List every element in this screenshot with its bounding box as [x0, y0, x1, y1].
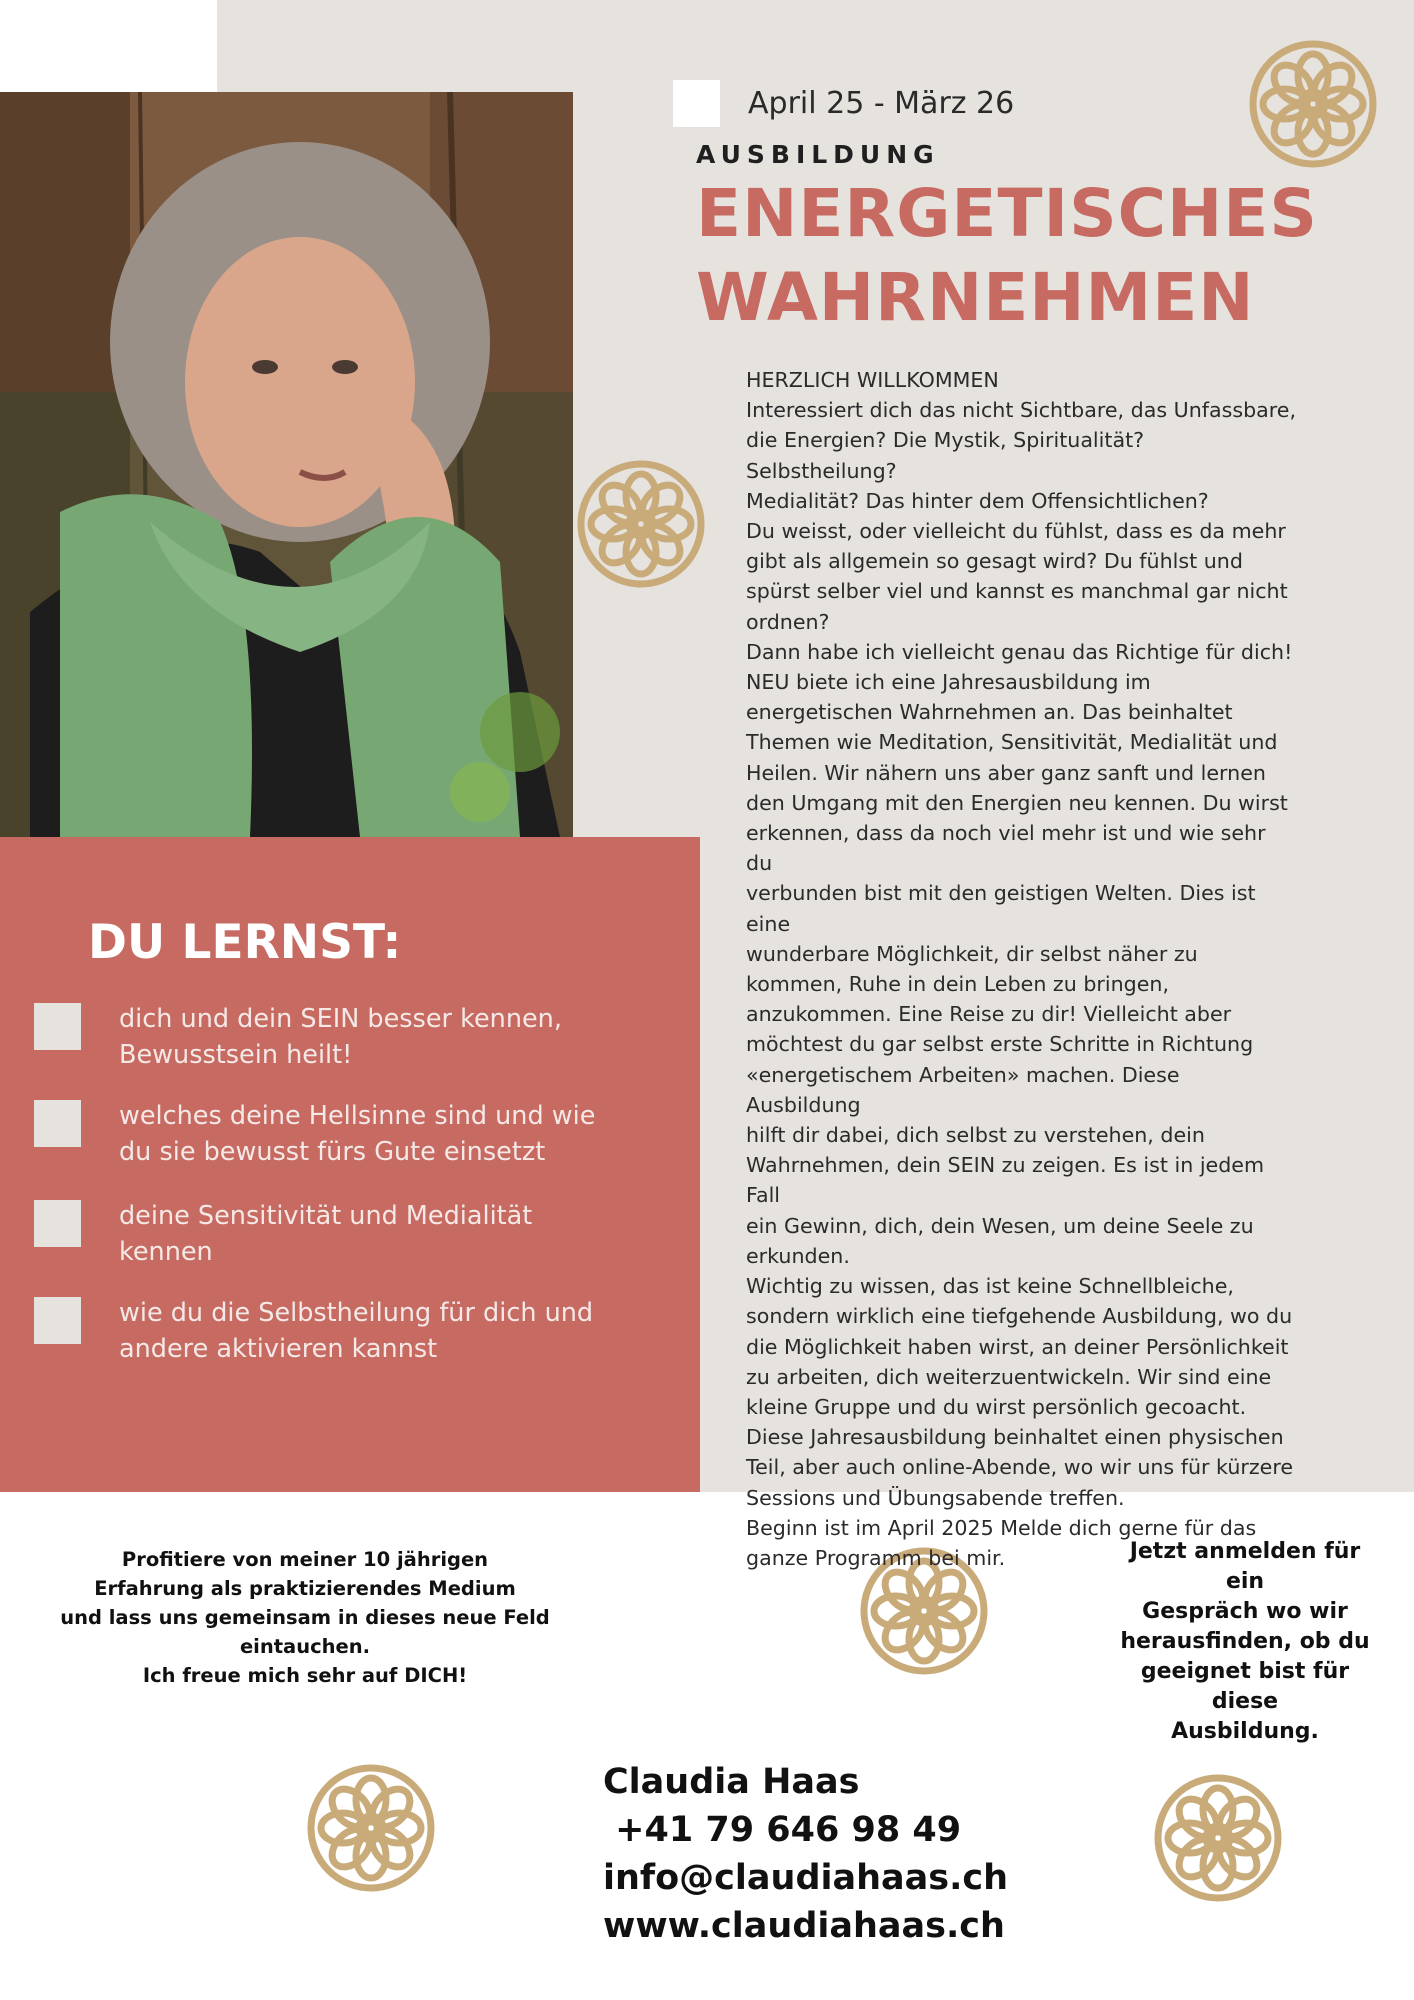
intro-line: ein Gewinn, dich, dein Wesen, um deine Seele zu — [746, 1213, 1254, 1238]
checkbox-square — [34, 1003, 81, 1050]
date-range: April 25 - März 26 — [748, 86, 1015, 121]
checkbox-square — [34, 1200, 81, 1247]
intro-line: Diese Jahresausbildung beinhaltet einen physischen — [746, 1425, 1284, 1450]
mandala-flower-icon — [575, 458, 707, 590]
intro-line: HERZLICH WILLKOMMEN — [746, 368, 999, 392]
intro-line: kleine Gruppe und du wirst persönlich gecoacht. — [746, 1394, 1247, 1419]
intro-line: zu arbeiten, dich weiterzuentwickeln. Wir sind eine — [746, 1364, 1272, 1389]
intro-line: erkunden. — [746, 1243, 850, 1268]
portrait-illustration — [0, 92, 573, 837]
intro-line: Interessiert dich das nicht Sichtbare, das Unfassbare, — [746, 398, 1296, 423]
contact-name: Claudia Haas — [603, 1762, 860, 1802]
intro-line: die Energien? Die Mystik, Spiritualität? Selbstheilung? — [746, 428, 1145, 483]
intro-line: Medialität? Das hinter dem Offensichtlichen? — [746, 488, 1209, 513]
intro-line: spürst selber viel und kannst es manchmal gar nicht — [746, 579, 1288, 604]
signup-line: herausfinden, ob du — [1120, 1629, 1370, 1654]
signup-note — [1110, 1537, 1380, 1747]
title-line-2: WAHRNEHMEN — [696, 259, 1255, 336]
learn-item-text: welches deine Hellsinne sind und wie du sie bewusst fürs Gute einsetzt — [119, 1101, 596, 1167]
experience-note — [10, 1545, 600, 1690]
checkbox-square — [34, 1100, 81, 1147]
mandala-flower-icon — [305, 1762, 437, 1894]
portrait-photo — [0, 92, 573, 837]
intro-line: Teil, aber auch online-Abende, wo wir uns für kürzere — [746, 1455, 1293, 1480]
intro-line: möchtest du gar selbst erste Schritte in Richtung — [746, 1032, 1254, 1057]
contact-email[interactable]: info@claudiahaas.ch — [603, 1858, 1009, 1898]
intro-line: Themen wie Meditation, Sensitivität, Medialität und — [746, 730, 1278, 755]
page-title — [696, 172, 1318, 340]
signup-line: Gespräch wo wir — [1142, 1599, 1348, 1624]
intro-line: Beginn ist im April 2025 Melde dich gerne für das — [746, 1515, 1257, 1540]
intro-line: ordnen? — [746, 609, 830, 634]
learn-heading: DU LERNST: — [88, 915, 402, 970]
intro-line: Heilen. Wir nähern uns aber ganz sanft und lernen — [746, 760, 1266, 785]
intro-line: verbunden bist mit den geistigen Welten. Dies ist eine — [746, 881, 1256, 936]
subtitle: AUSBILDUNG — [696, 140, 940, 169]
intro-line: Wahrnehmen, dein SEIN zu zeigen. Es ist in jedem Fall — [746, 1153, 1265, 1208]
intro-line: kommen, Ruhe in dein Leben zu bringen, — [746, 972, 1169, 997]
contact-phone[interactable]: +41 79 646 98 49 — [603, 1810, 962, 1850]
experience-line: Erfahrung als praktizierendes Medium — [94, 1577, 516, 1600]
intro-line: NEU biete ich eine Jahresausbildung im — [746, 670, 1151, 695]
intro-line: Sessions und Übungsabende treffen. — [746, 1485, 1125, 1510]
intro-line: «energetischem Arbeiten» machen. Diese Ausbildung — [746, 1062, 1180, 1117]
signup-line: Jetzt anmelden für ein — [1129, 1539, 1361, 1594]
learn-item-text: dich und dein SEIN besser kennen, Bewusstsein heilt! — [119, 1004, 562, 1070]
intro-line: die Möglichkeit haben wirst, an deiner Persönlichkeit — [746, 1334, 1289, 1359]
intro-line: ganze Programm bei mir. — [746, 1545, 1006, 1570]
contact-block — [603, 1758, 1008, 1950]
intro-text — [746, 365, 1298, 1573]
experience-line: und lass uns gemeinsam in dieses neue Feld eintauchen. — [60, 1606, 550, 1658]
learn-item-text: deine Sensitivität und Medialität kennen — [119, 1201, 533, 1267]
intro-line: gibt als allgemein so gesagt wird? Du fühlst und — [746, 549, 1243, 574]
mandala-flower-icon — [1247, 38, 1379, 170]
intro-line: erkennen, dass da noch viel mehr ist und wie sehr du — [746, 821, 1266, 876]
title-line-1: ENERGETISCHES — [696, 175, 1318, 252]
mandala-flower-icon — [1152, 1772, 1284, 1904]
intro-line: hilft dir dabei, dich selbst zu verstehen, dein — [746, 1123, 1205, 1148]
learn-item-text: wie du die Selbstheilung für dich und andere aktivieren kannst — [119, 1298, 594, 1364]
intro-line: den Umgang mit den Energien neu kennen. Du wirst — [746, 790, 1288, 815]
intro-line: energetischen Wahrnehmen an. Das beinhaltet — [746, 700, 1233, 725]
intro-line: Du weisst, oder vielleicht du fühlst, dass es da mehr — [746, 519, 1286, 544]
date-marker-box — [673, 80, 720, 127]
signup-line: Ausbildung. — [1171, 1719, 1319, 1744]
experience-line: Profitiere von meiner 10 jährigen — [121, 1548, 489, 1571]
signup-line: geeignet bist für diese — [1140, 1659, 1350, 1714]
checkbox-square — [34, 1297, 81, 1344]
intro-line: Dann habe ich vielleicht genau das Richtige für dich! — [746, 639, 1293, 664]
intro-line: sondern wirklich eine tiefgehende Ausbildung, wo du — [746, 1304, 1293, 1329]
corner-white-block — [0, 0, 217, 92]
contact-website[interactable]: www.claudiahaas.ch — [603, 1906, 1005, 1946]
intro-line: wunderbare Möglichkeit, dir selbst näher zu — [746, 941, 1198, 966]
experience-line: Ich freue mich sehr auf DICH! — [142, 1664, 468, 1687]
intro-line: anzukommen. Eine Reise zu dir! Vielleicht aber — [746, 1002, 1232, 1027]
intro-line: Wichtig zu wissen, das ist keine Schnellbleiche, — [746, 1274, 1234, 1299]
